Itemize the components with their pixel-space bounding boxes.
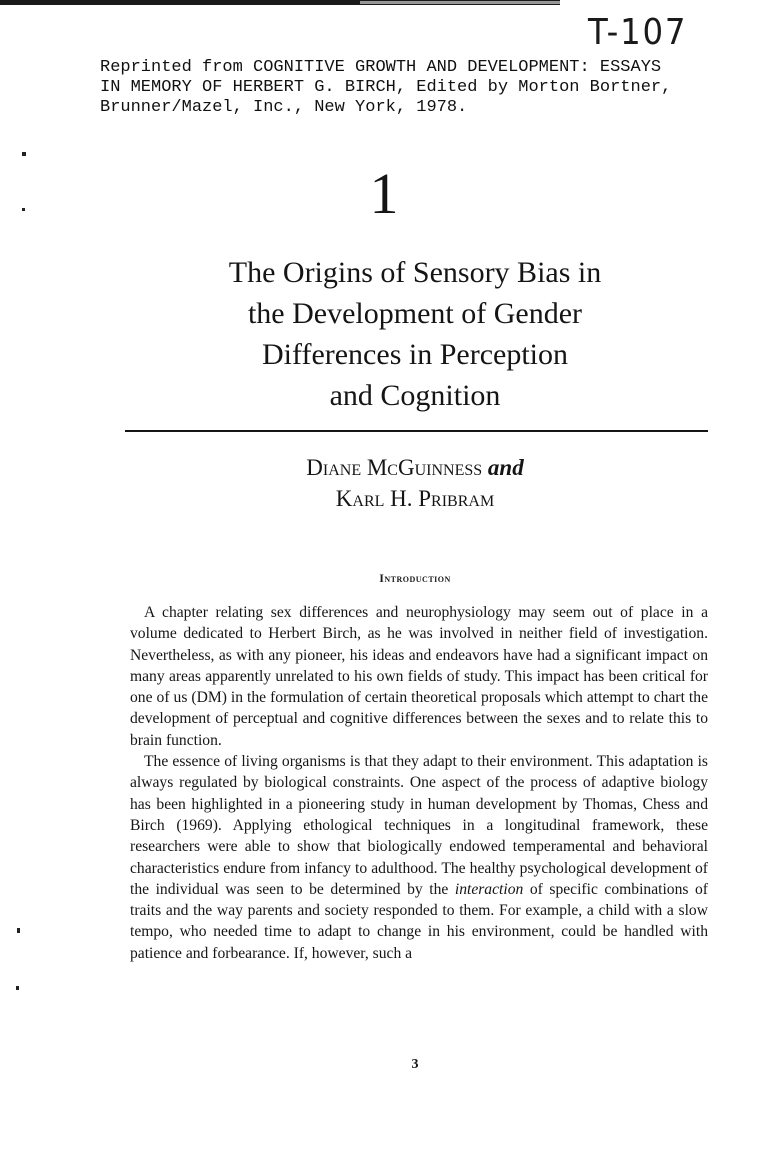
chapter-title: [0, 252, 768, 416]
author-name: Diane McGuinness: [306, 455, 483, 480]
scan-speck: [17, 928, 20, 933]
emphasis-text: interaction: [454, 880, 524, 898]
author-name: Karl H. Pribram: [335, 486, 495, 511]
scan-speck: [16, 986, 19, 990]
page-number: 3: [411, 1057, 419, 1072]
handwritten-document-code: T-107: [588, 12, 688, 53]
reprint-notice-line: Reprinted from COGNITIVE GROWTH AND DEVELOPMENT: ESSAYS: [100, 58, 662, 77]
title-divider: [125, 430, 708, 432]
paragraph: [130, 751, 708, 964]
section-heading: Introduction: [379, 571, 451, 585]
scan-speck: [22, 152, 26, 156]
paragraph-text: The essence of living organisms is that they adapt to their environment. This adaptation is always regulated by biological constraints. One aspect of the process of adaptive biology has been highlighted in a pioneering study in human development by Thomas, Chess and Birch (1969). Applying ethological techniques in a longitudinal framework, these researchers were able to show that biologically endowed temperamental and behavioral characteristics endure from infancy to adulthood. The healthy psychological development of the individual was seen to be determined by the: [130, 753, 708, 898]
author-conjunction: and: [487, 455, 524, 480]
body-text: [130, 602, 708, 964]
chapter-title-line: the Development of Gender: [247, 297, 583, 330]
chapter-number: 1: [369, 161, 399, 226]
chapter-title-line: and Cognition: [329, 379, 501, 412]
scan-edge-fade: [360, 1, 560, 4]
chapter-title-line: The Origins of Sensory Bias in: [228, 256, 602, 289]
reprint-notice: [100, 58, 710, 118]
reprint-notice-line: Brunner/Mazel, Inc., New York, 1978.: [100, 98, 468, 117]
paragraph-text: of specific combinations of traits and the way parents and society responded to them. For example, a child with a slow tempo, who needed time to adapt to change in his environment, could be handled with patience and forbearance. If, however, such a: [130, 880, 708, 962]
paragraph: A chapter relating sex differences and neurophysiology may seem out of place in a volume dedicated to Herbert Birch, as he was involved in neither field of investigation. Nevertheless, as with any pioneer, his ideas and endeavors have had a significant impact on many areas apparently unrelated to his own fields of study. This impact has been critical for one of us (DM) in the formulation of certain theoretical proposals which attempt to chart the development of perceptual and cognitive differences between the sexes and to relate this to brain function.: [130, 604, 708, 749]
author-byline: [0, 452, 768, 514]
reprint-notice-line: IN MEMORY OF HERBERT G. BIRCH, Edited by Morton Bortner,: [100, 78, 672, 97]
chapter-title-line: Differences in Perception: [262, 338, 568, 371]
